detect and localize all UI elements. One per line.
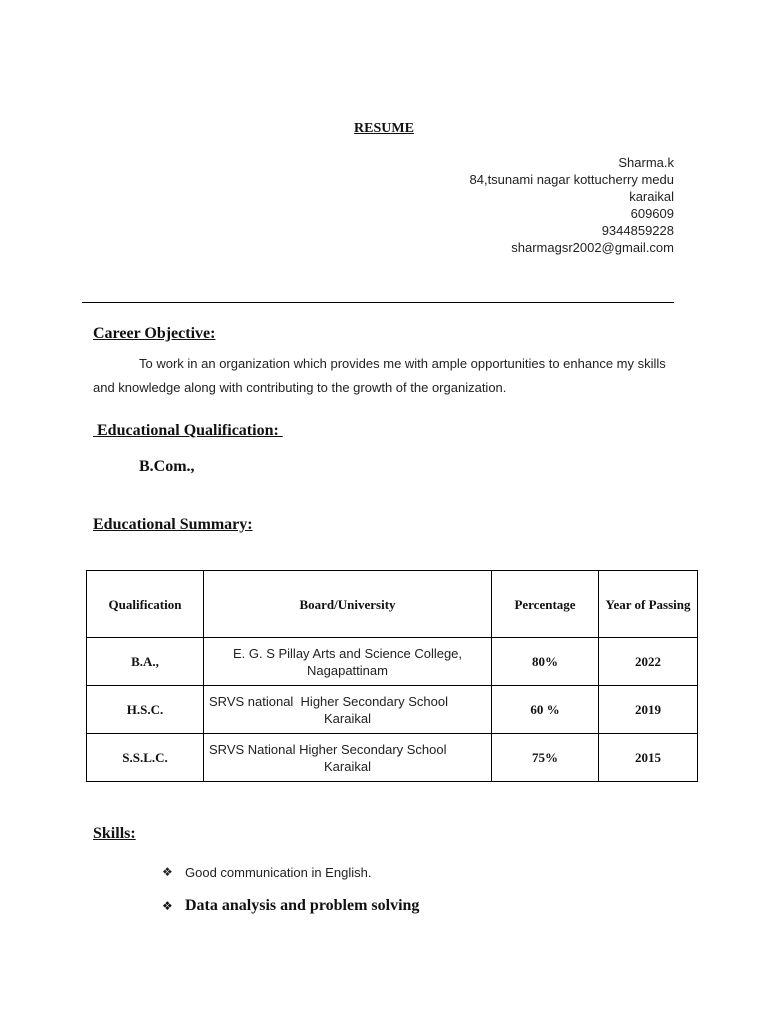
skills-heading: Skills: bbox=[93, 825, 136, 842]
table-row bbox=[87, 734, 698, 782]
skill-text: Good communication in English. bbox=[185, 864, 372, 880]
cell-board bbox=[204, 638, 492, 686]
cell-board bbox=[204, 686, 492, 734]
diamond-bullet-icon: ❖ bbox=[162, 899, 173, 913]
document-title: RESUME bbox=[354, 121, 414, 136]
list-item bbox=[162, 860, 419, 884]
contact-address: 84,tsunami nagar kottucherry medu bbox=[469, 172, 674, 187]
cell-qualification: S.S.L.C. bbox=[87, 734, 204, 782]
column-header-board: Board/University bbox=[204, 571, 492, 638]
column-header-qualification: Qualification bbox=[87, 571, 204, 638]
cell-board-line2: Nagapattinam bbox=[307, 662, 388, 678]
diamond-bullet-icon: ❖ bbox=[162, 865, 173, 879]
table-row bbox=[87, 686, 698, 734]
cell-qualification: B.A., bbox=[87, 638, 204, 686]
contact-email: sharmagsr2002@gmail.com bbox=[511, 240, 674, 255]
cell-year: 2015 bbox=[599, 734, 698, 782]
cell-percentage: 60 % bbox=[492, 686, 599, 734]
cell-board bbox=[204, 734, 492, 782]
column-header-year: Year of Passing bbox=[599, 571, 698, 638]
cell-percentage: 80% bbox=[492, 638, 599, 686]
career-objective-text: To work in an organization which provides me with ample opportunities to enhance my skills and knowledge along with contributing to the growth of the organization. bbox=[93, 356, 666, 395]
cell-board-line2: Karaikal bbox=[324, 710, 371, 726]
contact-block bbox=[470, 154, 675, 256]
cell-board-line2: Karaikal bbox=[324, 758, 371, 774]
educational-summary-heading: Educational Summary: bbox=[93, 516, 253, 533]
skills-list bbox=[162, 860, 419, 918]
contact-name: Sharma.k bbox=[618, 155, 674, 170]
cell-board-line1: SRVS national Higher Secondary School bbox=[209, 693, 448, 709]
column-header-percentage: Percentage bbox=[492, 571, 599, 638]
header-divider bbox=[82, 302, 674, 303]
contact-city: karaikal bbox=[629, 189, 674, 204]
educational-summary-table bbox=[86, 570, 698, 782]
contact-pincode: 609609 bbox=[630, 206, 674, 221]
cell-percentage: 75% bbox=[492, 734, 599, 782]
degree-value: B.Com., bbox=[139, 458, 195, 475]
cell-year: 2019 bbox=[599, 686, 698, 734]
career-objective-heading: Career Objective: bbox=[93, 325, 216, 342]
cell-year: 2022 bbox=[599, 638, 698, 686]
table-header-row bbox=[87, 571, 698, 638]
contact-phone: 9344859228 bbox=[601, 223, 674, 238]
list-item bbox=[162, 894, 419, 918]
skill-text: Data analysis and problem solving bbox=[185, 897, 420, 914]
cell-qualification: H.S.C. bbox=[87, 686, 204, 734]
cell-board-line1: SRVS National Higher Secondary School bbox=[209, 741, 447, 757]
table-row bbox=[87, 638, 698, 686]
educational-qualification-heading: Educational Qualification: bbox=[93, 422, 283, 439]
cell-board-line1: E. G. S Pillay Arts and Science College, bbox=[232, 645, 463, 661]
